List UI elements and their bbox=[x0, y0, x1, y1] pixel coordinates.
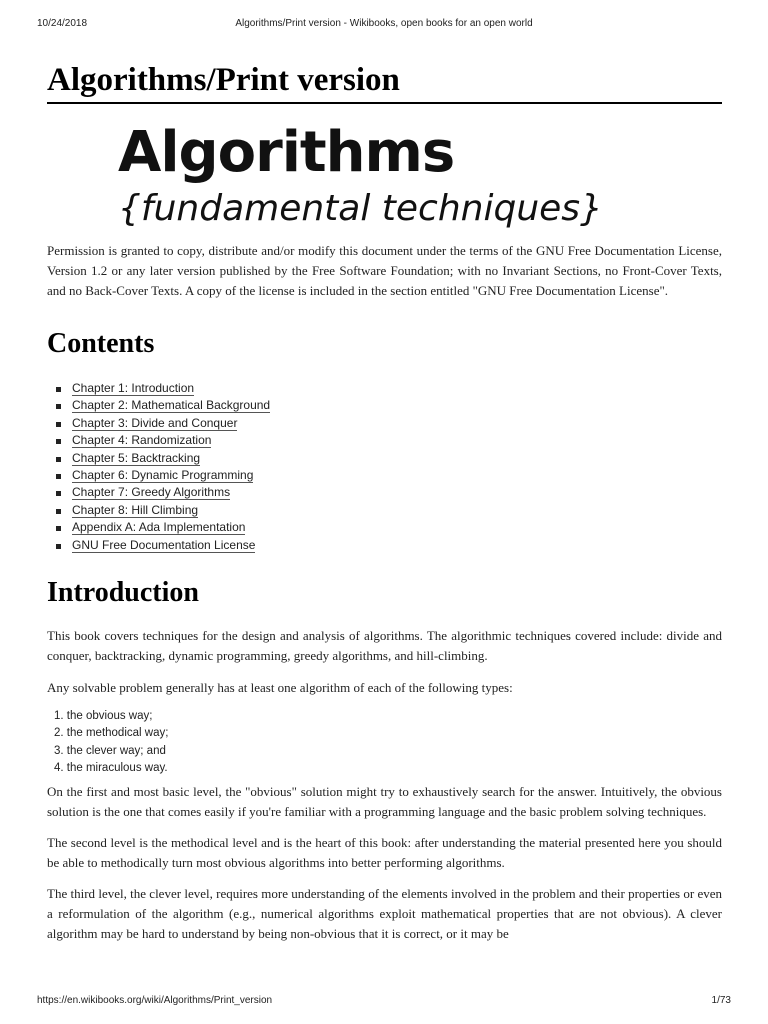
bullet-icon bbox=[56, 474, 61, 479]
print-page-title: Algorithms/Print version - Wikibooks, open books for an open world bbox=[235, 18, 533, 29]
toc-link-chapter-7[interactable]: Chapter 7: Greedy Algorithms bbox=[72, 485, 231, 500]
list-item: 4. the miraculous way. bbox=[54, 762, 168, 775]
toc-link-chapter-4[interactable]: Chapter 4: Randomization bbox=[72, 433, 212, 448]
introduction-heading: Introduction bbox=[47, 576, 199, 608]
list-item: 3. the clever way; and bbox=[54, 744, 166, 757]
contents-list bbox=[47, 380, 722, 554]
bullet-icon bbox=[56, 387, 61, 392]
toc-link-appendix-a[interactable]: Appendix A: Ada Implementation bbox=[72, 520, 246, 535]
article-content bbox=[47, 241, 722, 944]
book-logo-title: Algorithms bbox=[118, 120, 455, 185]
license-notice: Permission is granted to copy, distribute and/or modify this document under the terms of the GNU Free Documentation License, Version 1.2 or any later version published by the Free Software Foundation; with no Invariant Sections, no Front-Cover Texts, and no Back-Cover Texts. A copy of the license is included in the section entitled "GNU Free Documentation License". bbox=[47, 243, 722, 298]
intro-paragraph: The second level is the methodical level and is the heart of this book: after understanding the material presented here you should be able to methodically turn most obvious algorithms into better performing algorithms. bbox=[47, 834, 722, 870]
print-header bbox=[0, 0, 768, 40]
bullet-icon bbox=[56, 404, 61, 409]
bullet-icon bbox=[56, 509, 61, 514]
bullet-icon bbox=[56, 439, 61, 444]
print-date: 10/24/2018 bbox=[37, 18, 88, 29]
intro-paragraph: The third level, the clever level, requires more understanding of the elements involved in the problem and their properties or even a reformulation of the algorithm (e.g., numerical algorithms exploit mathematical properties that are not obvious). A clever algorithm may be hard to understand by being non-obvious that it is correct, or it may be bbox=[47, 885, 722, 941]
bullet-icon bbox=[56, 491, 61, 496]
contents-heading: Contents bbox=[47, 328, 155, 359]
intro-paragraph: Any solvable problem generally has at least one algorithm of each of the following types: bbox=[47, 679, 513, 695]
page-title: Algorithms/Print version bbox=[47, 60, 722, 104]
toc-link-chapter-8[interactable]: Chapter 8: Hill Climbing bbox=[72, 502, 199, 517]
toc-item[interactable] bbox=[47, 502, 722, 519]
toc-item[interactable] bbox=[47, 519, 722, 536]
toc-link-chapter-3[interactable]: Chapter 3: Divide and Conquer bbox=[72, 415, 238, 430]
list-item: 2. the methodical way; bbox=[54, 727, 169, 740]
bullet-icon bbox=[56, 457, 61, 462]
toc-item[interactable] bbox=[47, 432, 722, 449]
bullet-icon bbox=[56, 544, 61, 549]
algorithm-types-list bbox=[47, 708, 722, 778]
toc-link-chapter-5[interactable]: Chapter 5: Backtracking bbox=[72, 450, 201, 465]
print-footer bbox=[0, 990, 768, 1024]
bullet-icon bbox=[56, 526, 61, 531]
toc-item[interactable] bbox=[47, 467, 722, 484]
bullet-icon bbox=[56, 422, 61, 427]
toc-item[interactable] bbox=[47, 397, 722, 414]
toc-item[interactable] bbox=[47, 484, 722, 501]
intro-paragraph: On the first and most basic level, the "obvious" solution might try to exhaustively search for the answer. Intuitively, the obvious solution is the one that comes easily if you're familiar with a programming language and the basic problem solving techniques. bbox=[47, 783, 722, 819]
intro-paragraph: This book covers techniques for the design and analysis of algorithms. The algorithmic techniques covered include: divide and conquer, backtracking, dynamic programming, greedy algorithms, and hill-climbing. bbox=[47, 627, 722, 663]
toc-item[interactable] bbox=[47, 415, 722, 432]
toc-link-chapter-2[interactable]: Chapter 2: Mathematical Background bbox=[72, 398, 271, 413]
toc-item[interactable] bbox=[47, 537, 722, 554]
page-number: 1/73 bbox=[711, 995, 731, 1006]
toc-link-chapter-6[interactable]: Chapter 6: Dynamic Programming bbox=[72, 467, 254, 482]
toc-item[interactable] bbox=[47, 380, 722, 397]
book-logo bbox=[118, 118, 658, 232]
toc-item[interactable] bbox=[47, 450, 722, 467]
toc-link-chapter-1[interactable]: Chapter 1: Introduction bbox=[72, 381, 195, 395]
print-url: https://en.wikibooks.org/wiki/Algorithms/Print_version bbox=[37, 995, 273, 1006]
list-item: 1. the obvious way; bbox=[54, 709, 153, 722]
book-logo-subtitle: {fundamental techniques} bbox=[118, 188, 603, 229]
toc-link-gfdl[interactable]: GNU Free Documentation License bbox=[72, 537, 256, 552]
